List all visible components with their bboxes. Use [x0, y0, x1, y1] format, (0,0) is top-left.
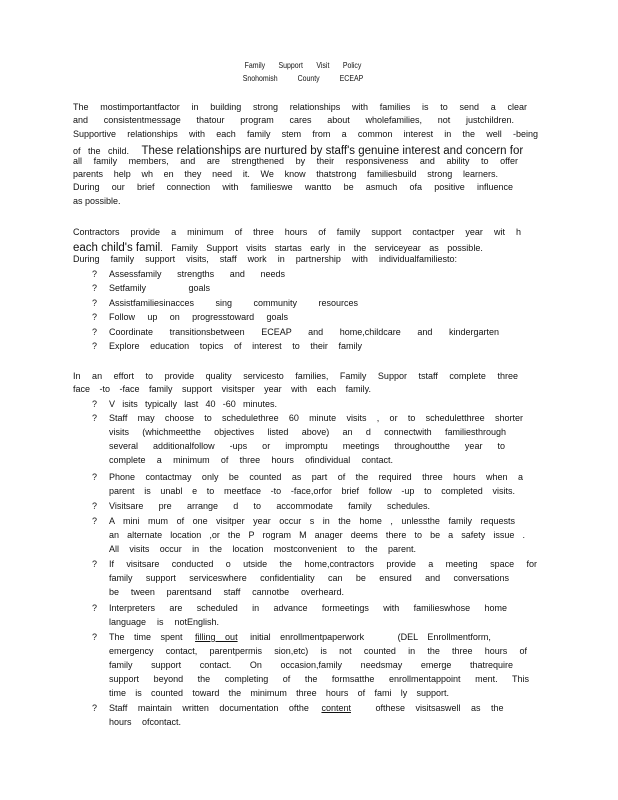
- visit-item-line: several additionalfollow -ups or impromptu meetings throughoutthe year to: [109, 441, 505, 451]
- visit-item-text: ofthese visitsaswell as the: [375, 703, 504, 713]
- visit-item-line: complete a minimum of three hours ofindividual contact.: [109, 455, 393, 465]
- visit-item-text: The time spent: [109, 632, 183, 642]
- visit-item-line-mixed: [109, 631, 491, 643]
- bullet-item: Explore education topics of interest to their family: [109, 341, 362, 351]
- bullet-glyph: ?: [92, 298, 98, 308]
- document-title: Family Support Visit Policy: [244, 60, 362, 70]
- paragraph-line: face -to -face family support visitsper year with each family.: [73, 384, 371, 394]
- visit-item-line: Staff may choose to schedulethree 60 minute visits , or to scheduletthree shorter: [109, 413, 523, 423]
- paragraph-line: The mostimportantfactor in building strong relationships with families is to send a clear: [73, 102, 527, 112]
- paragraph-text: of the child.: [73, 146, 130, 156]
- visit-item-line: Phone contactmay only be counted as part of the required three hours when a: [109, 472, 523, 482]
- visit-item-line: an alternate location ,or the P rogram M anager deems there to be a safety issue .: [109, 530, 525, 540]
- bullet-item: Assistfamiliesinacces sing community resources: [109, 298, 358, 308]
- bullet-glyph: ?: [92, 559, 98, 569]
- bullet-glyph: ?: [92, 312, 98, 322]
- visit-item-line: A mini mum of one visitper year occur s in the home , unlessthe family requests: [109, 516, 515, 526]
- visit-item-line: family support serviceswhere confidentiality can be ensured and conversations: [109, 573, 509, 583]
- visit-item-line: All visits occur in the location mostconvenient to the parent.: [109, 544, 416, 554]
- underlined-text: filling out: [195, 632, 238, 642]
- bullet-glyph: ?: [92, 516, 98, 526]
- paragraph-line: Contractors provide a minimum of three hours of family support contactper year wit h: [73, 227, 521, 237]
- visit-item-line: family support contact. On occasion,family needsmay emerge thatrequire: [109, 660, 513, 670]
- bullet-glyph: ?: [92, 399, 98, 409]
- visit-item-line: language is notEnglish.: [109, 617, 219, 627]
- bullet-glyph: ?: [92, 472, 98, 482]
- paragraph-line: Supportive relationships with each family stem from a common interest in the well -being: [73, 129, 538, 139]
- bullet-item: Setfamily goals: [109, 283, 210, 293]
- bullet-glyph: ?: [92, 283, 98, 293]
- bullet-item: Coordinate transitionsbetween ECEAP and home,childcare and kindergarten: [109, 327, 499, 337]
- visit-item-line: hours ofcontact.: [109, 717, 181, 727]
- visit-item-line: V isits typically last 40 -60 minutes.: [109, 399, 277, 409]
- paragraph-line: During our brief connection with familieswe wantto be asmuch ofa positive influence: [73, 182, 513, 192]
- document-subtitle: Snohomish County ECEAP: [242, 73, 364, 83]
- paragraph-line: all family members, and are strengthened by their responsiveness and ability to offer: [73, 156, 518, 166]
- bullet-glyph: ?: [92, 327, 98, 337]
- visit-item-text: (DEL Enrollmentform,: [397, 632, 491, 642]
- visit-item-line: emergency contact, parentpermis sion,etc) is not counted in the three hours of: [109, 646, 527, 656]
- visit-item-line: be tween parentsand staff cannotbe overheard.: [109, 587, 344, 597]
- bullet-glyph: ?: [92, 632, 98, 642]
- bullet-glyph: ?: [92, 341, 98, 351]
- paragraph-line: During family support visits, staff work in partnership with individualfamiliesto:: [73, 254, 457, 264]
- visit-item-line: time is counted toward the minimum three hours of fami ly support.: [109, 688, 449, 698]
- bullet-glyph: ?: [92, 603, 98, 613]
- bullet-glyph: ?: [92, 501, 98, 511]
- bullet-glyph: ?: [92, 703, 98, 713]
- visit-item-line: Visitsare pre arrange d to accommodate family schedules.: [109, 501, 430, 511]
- paragraph-text-large: These relationships are nurtured by staff's genuine interest and concern for: [141, 145, 524, 157]
- visit-item-line: parent is unabl e to meetface -to -face,orfor brief follow -up to completed visits.: [109, 486, 515, 496]
- visit-item-line-mixed: [109, 702, 504, 714]
- bullet-item: Follow up on progresstoward goals: [109, 312, 288, 322]
- bullet-glyph: ?: [92, 269, 98, 279]
- paragraph-line: parents help wh en they need it. We know thatstrong familiesbuild strong learners.: [73, 169, 498, 179]
- paragraph-text-large: each child's famil: [73, 242, 161, 254]
- paragraph-text: . Family Support visits startas early in the serviceyear as possible.: [160, 243, 483, 253]
- paragraph-line: as possible.: [73, 196, 121, 206]
- paragraph-line: and consistentmessage thatour program cares about wholefamilies, not justchildren.: [73, 115, 514, 125]
- paragraph-line: In an effort to provide quality servicesto families, Family Suppor tstaff complete three: [73, 371, 518, 381]
- bullet-glyph: ?: [92, 413, 98, 423]
- visit-item-line: Interpreters are scheduled in advance formeetings with familieswhose home: [109, 603, 507, 613]
- bullet-item: Assessfamily strengths and needs: [109, 269, 285, 279]
- underlined-text: content: [321, 703, 351, 713]
- visit-item-line: If visitsare conducted o utside the home,contractors provide a meeting space for: [109, 559, 537, 569]
- visit-item-line: visits (whichmeetthe objectives listed above) an d connectwith familiesthrough: [109, 427, 506, 437]
- visit-item-line: support beyond the completing of the formsatthe enrollmentappoint ment. This: [109, 674, 529, 684]
- visit-item-text: initial enrollmentpaperwork: [250, 632, 365, 642]
- visit-item-text: Staff maintain written documentation ofthe: [109, 703, 309, 713]
